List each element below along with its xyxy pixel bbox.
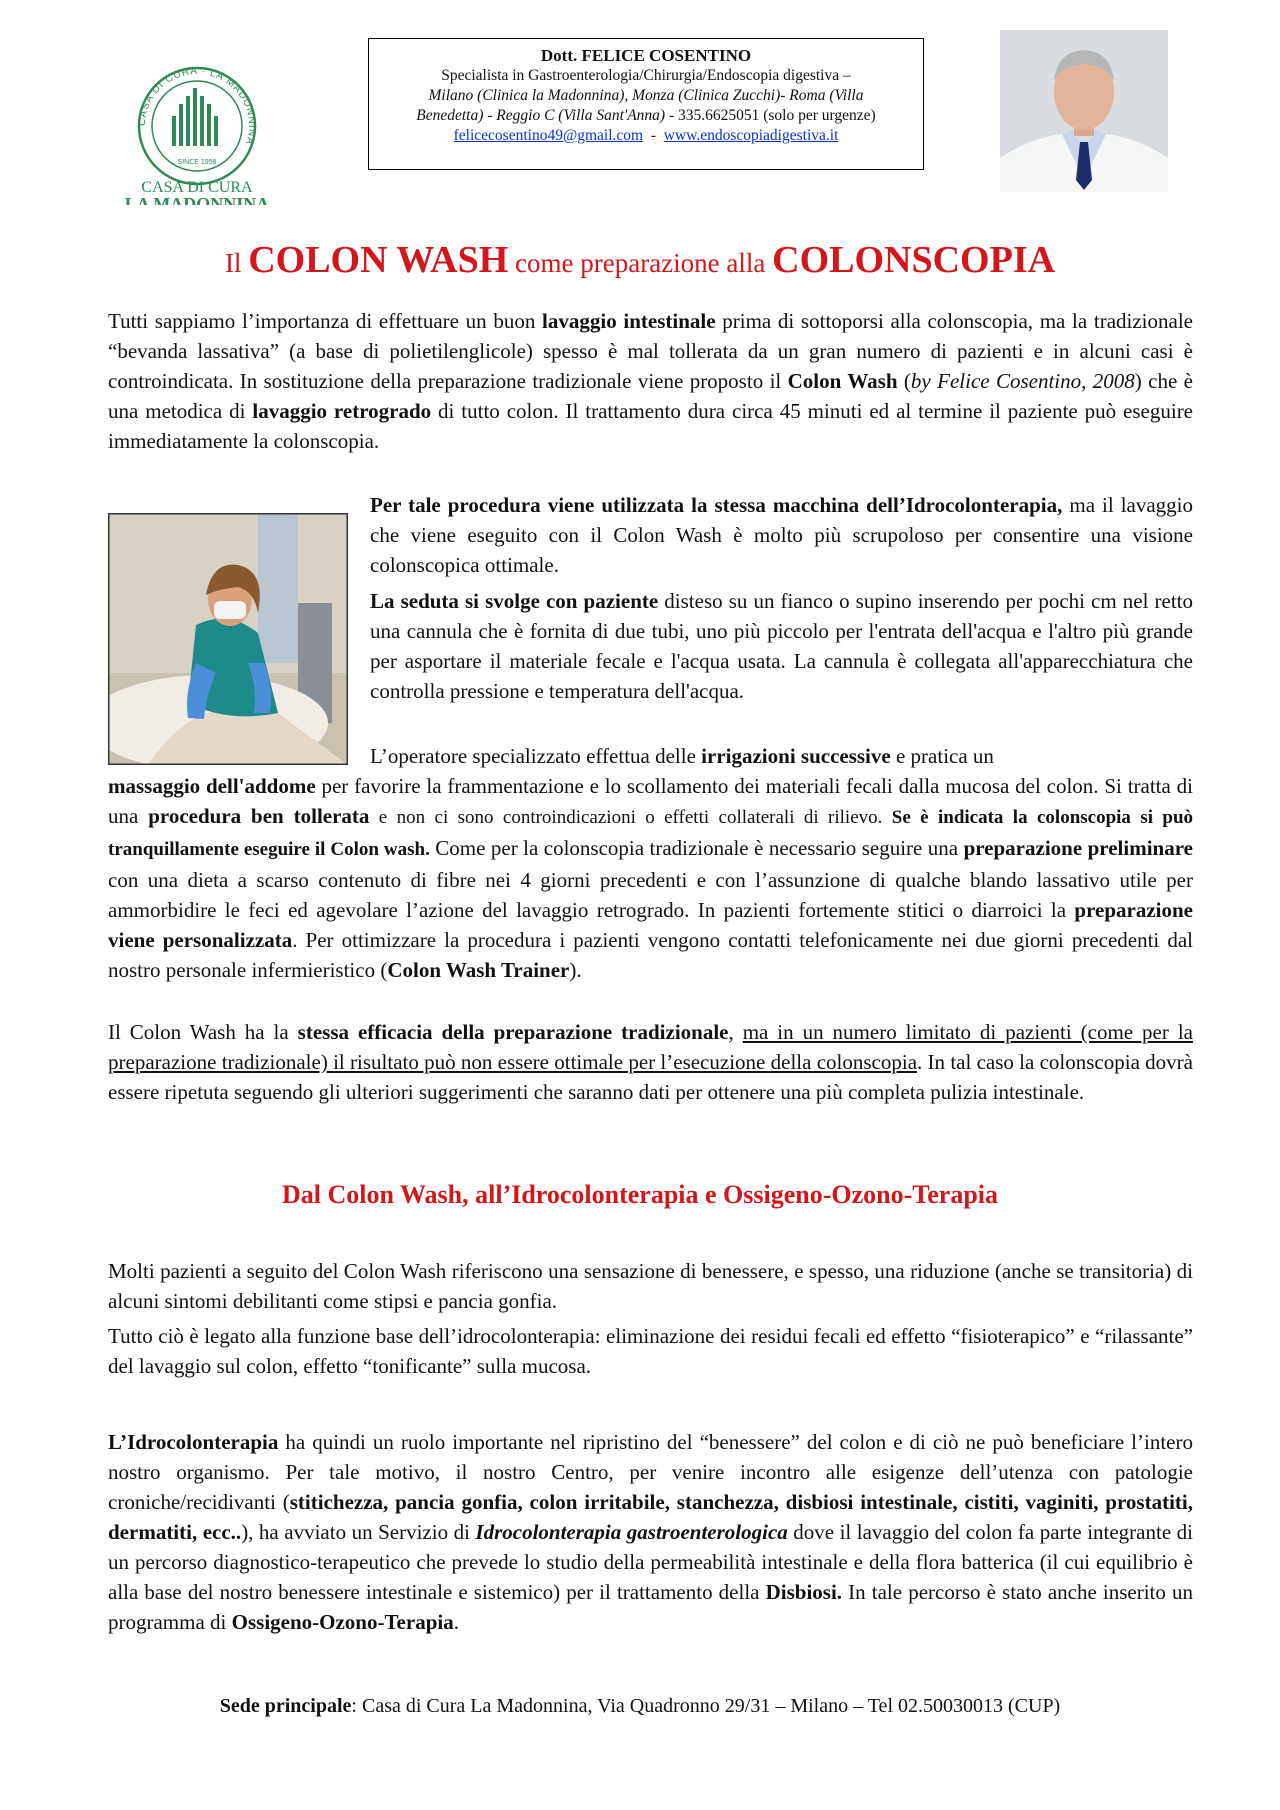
text: disteso su un fianco o supino inserendo per pochi cm nel retto una cannula che è fornita di due tubi, uno più piccolo per l'entrata dell'acqua e l'altro più grande per asportare il materiale fecale e l'acqua usata. La cannula è collegata all'apparecchiatura che controlla pressione e temperatura dell'acqua.	[370, 589, 1193, 703]
doctor-locations-2: Benedetta) - Reggio C (Villa Sant'Anna)	[416, 107, 666, 124]
text-bold: Colon Wash	[787, 369, 898, 393]
text: Come per la colonscopia tradizionale è necessario seguire una	[429, 836, 964, 860]
doctor-info-box	[368, 38, 924, 170]
doctor-specialty: Specialista in Gastroenterologia/Chirurgia/Endoscopia digestiva –	[441, 67, 851, 84]
text-bold: Per tale procedura viene utilizzata la stessa macchina dell’Idrocolonterapia,	[370, 493, 1063, 517]
text-bold: Se è indicata la colonscopia si può tranquillamente eseguire il Colon wash.	[108, 807, 1194, 860]
text: Tutti sappiamo l’importanza di effettuare un buon	[108, 309, 543, 333]
text: ma il lavaggio che viene eseguito con il Colon Wash è molto più scrupoloso per consentire una visione colonscopica ottimale.	[370, 493, 1194, 577]
text: ) che è una metodica di	[108, 369, 1194, 423]
text-italic: by Felice Cosentino, 2008	[910, 369, 1135, 393]
doctor-locations: Milano (Clinica la Madonnina), Monza (Clinica Zucchi)- Roma (Villa	[428, 87, 864, 104]
text-bold: preparazione viene personalizzata	[108, 898, 1193, 952]
text-bold: La seduta si svolge con paziente	[370, 589, 659, 613]
link-separator: -	[643, 127, 664, 144]
doctor-portrait-icon	[1000, 30, 1168, 192]
efficacy-paragraph	[108, 1017, 1193, 1107]
text-bold: stitichezza, pancia gonfia, colon irritabile, stanchezza, disbiosi intestinale, cistiti, vaginiti, prostatiti, dermatiti, ecc..	[108, 1490, 1193, 1544]
doctor-portrait	[1000, 30, 1168, 192]
text: ), ha avviato un Servizio di	[241, 1520, 476, 1544]
text: ha quindi un ruolo importante nel ripristino del “benessere” del colon e di ciò ne può beneficiare l’intero nostro organismo. Per tale motivo, il nostro Centro, per venire incontro alle esigenze dell’utenza con patologie croniche/recidivanti (	[108, 1430, 1193, 1514]
text: per favorire la frammentazione e lo scollamento dei materiali fecali dalla mucosa del colon. Si tratta di una	[108, 774, 1193, 828]
intro-paragraph	[108, 306, 1193, 456]
logo-name-2: LA MADONNINA	[124, 194, 270, 205]
title-colonscopia: COLONSCOPIA	[772, 239, 1056, 281]
text: L’operatore specializzato effettua delle	[370, 744, 702, 768]
text-bold-italic: Idrocolonterapia gastroenterologica	[475, 1520, 788, 1544]
text-bold: massaggio dell'addome	[108, 774, 316, 798]
text: In tale percorso è stato anche inserito un programma di	[108, 1580, 1193, 1634]
clinic-logo-icon	[108, 40, 286, 205]
text: Il Colon Wash ha la	[108, 1020, 298, 1044]
text-bold: Colon Wash Trainer	[387, 958, 570, 982]
page-title	[0, 238, 1280, 282]
logo-since: SINCE 1958	[177, 159, 217, 166]
text: di tutto colon. Il trattamento dura circa 45 minuti ed al termine il paziente può eseguire immediatamente la colonscopia.	[108, 399, 1194, 453]
footer-address	[0, 1695, 1280, 1718]
text-bold: lavaggio intestinale	[542, 309, 716, 333]
text: ,	[728, 1020, 743, 1044]
text-bold: irrigazioni successive	[701, 744, 891, 768]
title-colon-wash: COLON WASH	[248, 239, 509, 281]
text-bold: Disbiosi.	[765, 1580, 843, 1604]
title-part: Il	[224, 248, 249, 278]
doctor-name: Dott. FELICE COSENTINO	[540, 46, 752, 65]
text: . Per ottimizzare la procedura i pazienti vengono contatti telefonicamente nei due giorni precedenti dal nostro personale infermieristico (	[108, 928, 1193, 982]
benefits-paragraph: Molti pazienti a seguito del Colon Wash riferiscono una sensazione di benessere, e spesso, una riduzione (anche se transitoria) di alcuni sintomi debilitanti come stipsi e pancia gonfia.	[108, 1259, 1193, 1313]
text: prima di sottoporsi alla colonscopia, ma la tradizionale “bevanda lassativa” (a base di polietilenglicole) spesso è mal tollerata da un gran numero di pazienti e in alcuni casi è controindicata. In sostituzione della preparazione tradizionale viene proposto il	[108, 309, 1193, 393]
text-bold: Ossigeno-Ozono-Terapia	[231, 1610, 454, 1634]
footer-text: : Casa di Cura La Madonnina, Via Quadronno 29/31 – Milano – Tel 02.50030013 (CUP)	[351, 1695, 1061, 1717]
website-link[interactable]: www.endoscopiadigestiva.it	[663, 127, 839, 144]
text: ).	[569, 958, 582, 982]
text: . In tal caso la colonscopia dovrà essere ripetuta seguendo gli ulteriori suggerimenti che saranno dati per ottenere una più completa pulizia intestinale.	[108, 1050, 1193, 1104]
doctor-phone: - 335.6625051 (solo per urgenze)	[665, 107, 876, 124]
session-paragraph	[370, 586, 1193, 706]
procedure-photo	[108, 513, 348, 765]
text: e non ci sono controindicazioni o effetti collaterali di rilievo.	[369, 807, 892, 828]
function-paragraph: Tutto ciò è legato alla funzione base dell’idrocolonterapia: eliminazione dei residui fecali ed effetto “fisioterapico” e “rilassante” del lavaggio sul colon, effetto “tonificante” sulla mucosa.	[108, 1324, 1193, 1378]
procedure-paragraph	[370, 490, 1193, 580]
text: .	[453, 1610, 459, 1634]
text: dove il lavaggio del colon fa parte integrante di un percorso diagnostico-terapeutico che prevede lo studio della permeabilità intestinale e della flora batterica (il cui equilibrio è alla base del nostro benessere intestinale e sistemico) per il trattamento della	[108, 1520, 1193, 1604]
idrocolonterapia-paragraph	[108, 1427, 1193, 1637]
title-part: come preparazione alla	[508, 248, 773, 278]
text-bold: L’Idrocolonterapia	[108, 1430, 279, 1454]
section-heading: Dal Colon Wash, all’Idrocolonterapia e Ossigeno-Ozono-Terapia	[281, 1180, 998, 1209]
text: con una dieta a scarso contenuto di fibre nei 4 giorni precedenti e con l’assunzione di qualche blando lassativo utile per ammorbidire le feci ed agevolare l’azione del lavaggio retrogrado. In pazienti fortemente stitici o diarroici la	[108, 868, 1193, 922]
logo-name-1: CASA DI CURA	[141, 179, 253, 196]
clinic-logo	[108, 40, 286, 205]
text-bold: procedura ben tollerata	[148, 804, 370, 828]
text-bold: lavaggio retrogrado	[252, 399, 432, 423]
email-link[interactable]: felicecosentino49@gmail.com	[453, 127, 644, 144]
text-underlined: ma in un numero limitato di pazienti (come per la preparazione tradizionale) il risultato può non essere ottimale per l’esecuzione della colonscopia	[108, 1020, 1193, 1074]
logo-ring-text: CASA DI CURA · LA MADONNINA	[136, 65, 258, 147]
nurse-photo-icon	[108, 513, 348, 765]
text-bold: preparazione preliminare	[963, 836, 1193, 860]
text: (	[897, 369, 911, 393]
footer-label: Sede principale	[219, 1695, 352, 1717]
text-bold: stessa efficacia della preparazione tradizionale	[297, 1020, 729, 1044]
text: e pratica un	[890, 744, 994, 768]
operator-paragraph	[108, 741, 1193, 985]
